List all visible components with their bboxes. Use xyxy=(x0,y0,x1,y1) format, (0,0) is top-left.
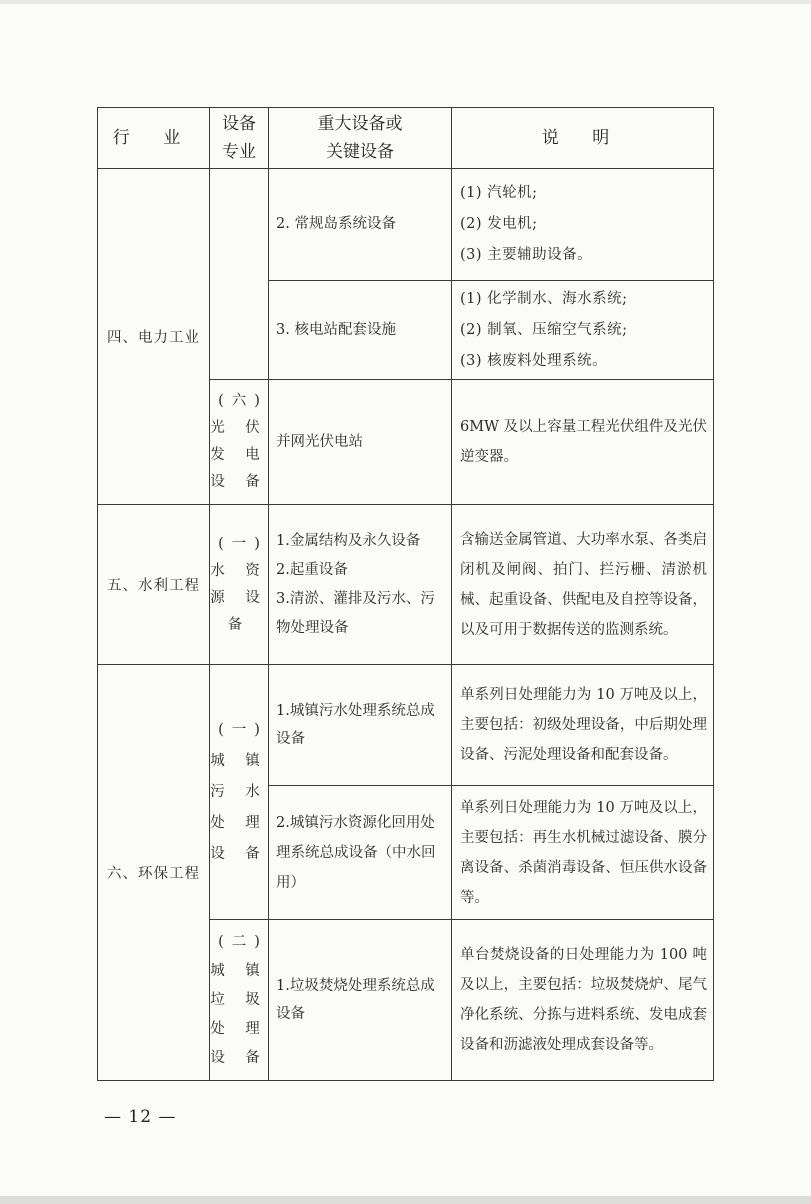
table-row xyxy=(98,169,714,281)
description-cell: 含输送金属管道、大功率水泵、各类启闭机及闸阀、拍门、拦污栅、清淤机械、起重设备、供配电及自控等设备，以及可用于数据传送的监测系统。 xyxy=(452,505,714,665)
header-industry: 行 业 xyxy=(98,108,210,169)
equipment-cell: 3. 核电站配套设施 xyxy=(269,281,452,380)
equipment-cell: 1.金属结构及永久设备 2.起重设备 3.清淤、灌排及污水、污物处理设备 xyxy=(269,505,452,665)
category-cell: (六) 光 伏 发 电 设 备 xyxy=(210,380,269,505)
table-row xyxy=(98,505,714,665)
equipment-cell: 2.城镇污水资源化回用处理系统总成设备（中水回用） xyxy=(269,786,452,920)
equipment-table xyxy=(97,107,714,1081)
category-cell: (一) 水 资 源 设 备 xyxy=(210,505,269,665)
description-cell: 单系列日处理能力为 10 万吨及以上，主要包括：再生水机械过滤设备、膜分离设备、杀菌消毒设备、恒压供水设备等。 xyxy=(452,786,714,920)
page-edge-bottom xyxy=(0,1196,811,1204)
equipment-cell: 1.垃圾焚烧处理系统总成设备 xyxy=(269,920,452,1081)
header-equipment: 重大设备或 关键设备 xyxy=(269,108,452,169)
description-cell: 6MW 及以上容量工程光伏组件及光伏逆变器。 xyxy=(452,380,714,505)
table-row xyxy=(98,665,714,786)
category-cell: (二) 城 镇 垃 圾 处 理 设 备 xyxy=(210,920,269,1081)
table-header-row xyxy=(98,108,714,169)
industry-cell-environment: 六、环保工程 xyxy=(98,665,210,1081)
category-cell: (一) 城 镇 污 水 处 理 设 备 xyxy=(210,665,269,920)
equipment-cell: 2. 常规岛系统设备 xyxy=(269,169,452,281)
industry-cell-power: 四、电力工业 xyxy=(98,169,210,505)
category-cell-empty xyxy=(210,169,269,380)
page-number: — 12 — xyxy=(104,1107,177,1127)
page-edge-top xyxy=(0,0,811,4)
equipment-cell: 并网光伏电站 xyxy=(269,380,452,505)
description-cell: (1) 汽轮机; (2) 发电机; (3) 主要辅助设备。 xyxy=(452,169,714,281)
description-cell: 单台焚烧设备的日处理能力为 100 吨及以上，主要包括：垃圾焚烧炉、尾气净化系统、分拣与进料系统、发电成套设备和沥滤液处理成套设备等。 xyxy=(452,920,714,1081)
description-cell: 单系列日处理能力为 10 万吨及以上，主要包括：初级处理设备，中后期处理设备、污泥处理设备和配套设备。 xyxy=(452,665,714,786)
header-description: 说 明 xyxy=(452,108,714,169)
header-category: 设备 专业 xyxy=(210,108,269,169)
equipment-cell: 1.城镇污水处理系统总成设备 xyxy=(269,665,452,786)
industry-cell-water: 五、水利工程 xyxy=(98,505,210,665)
description-cell: (1) 化学制水、海水系统; (2) 制氧、压缩空气系统; (3) 核废料处理系统。 xyxy=(452,281,714,380)
